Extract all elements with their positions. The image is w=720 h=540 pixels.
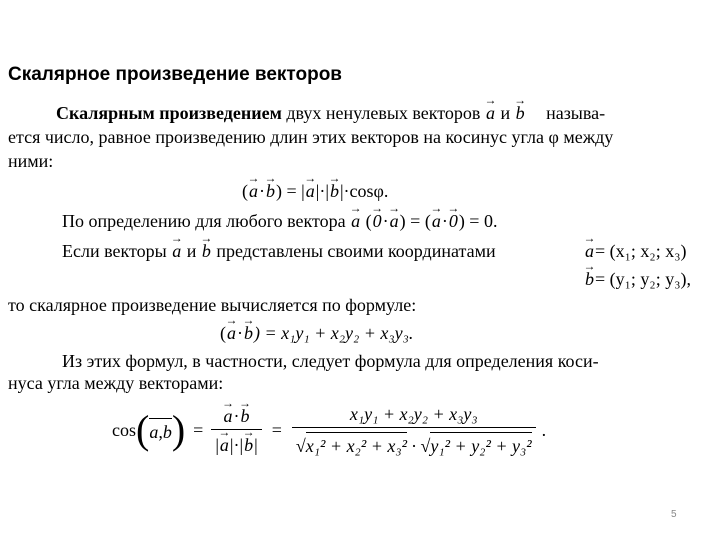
definition-line-1	[56, 102, 605, 124]
coords-a: → a= (x₁; x₂; x₃)	[584, 240, 686, 262]
formula-cosine: cos ( a,b ) = → $\frac{a\cdot\to b}{|\to a|\cdot|\to b|}$ = $\frac{\text{x₁y₁ + x₂y₂ + x₃y₃}}{\text{√x₁² + x₂² + x₃² · √y₁² + y₂² + y₃²}}$ .	[112, 398, 546, 462]
slide-title: Скалярное произведение векторов	[8, 64, 342, 85]
coordinates-line: Если векторы → a и → b представлены своими координатами	[62, 240, 496, 262]
zero-vector-line: По определению для любого вектора → a (→ 0·→ a) = (→ a·→ 0) = 0.	[62, 210, 497, 232]
formula-intro-line: то скалярное произведение вычисляется по формуле:	[8, 295, 417, 315]
fraction-vectors: → $\frac{a\cdot\to b}{|\to a|\cdot|\to b|}$	[211, 405, 261, 456]
and-word: и	[500, 103, 511, 123]
angle-ab: a,b	[149, 418, 172, 443]
def-text-2: называ-	[546, 103, 606, 123]
cos-label: cos	[112, 420, 136, 440]
definition-line-2: ется число, равное произведению длин этих векторов на косинус угла φ между	[8, 127, 614, 147]
vector-b: → b	[515, 102, 526, 124]
formula-dot-product-definition: (→ a·→ b) = |→ a|·|→ b|·cosφ.	[242, 180, 388, 202]
definition-line-3: ними:	[8, 151, 54, 171]
fraction-coordinates: $\frac{\text{x₁y₁ + x₂y₂ + x₃y₃}}{\text{√x₁² + x₂² + x₃² · √y₁² + y₂² + y₃²}}$	[292, 403, 536, 457]
page-number: 5	[671, 509, 677, 520]
defined-term: Скалярным произведением	[56, 103, 282, 123]
cosine-intro-line-1: Из этих формул, в частности, следует формула для определения коси-	[62, 351, 599, 371]
formula-coordinates: (→ a·→ b) = x₁y₁ + x₂y₂ + x₃y₃.	[220, 322, 413, 344]
def-text-1: двух ненулевых векторов	[286, 103, 481, 123]
coords-b: → b= (y₁; y₂; y₃),	[584, 268, 691, 290]
cosine-intro-line-2: нуса угла между векторами:	[8, 373, 224, 393]
vector-a: → a	[485, 102, 496, 124]
